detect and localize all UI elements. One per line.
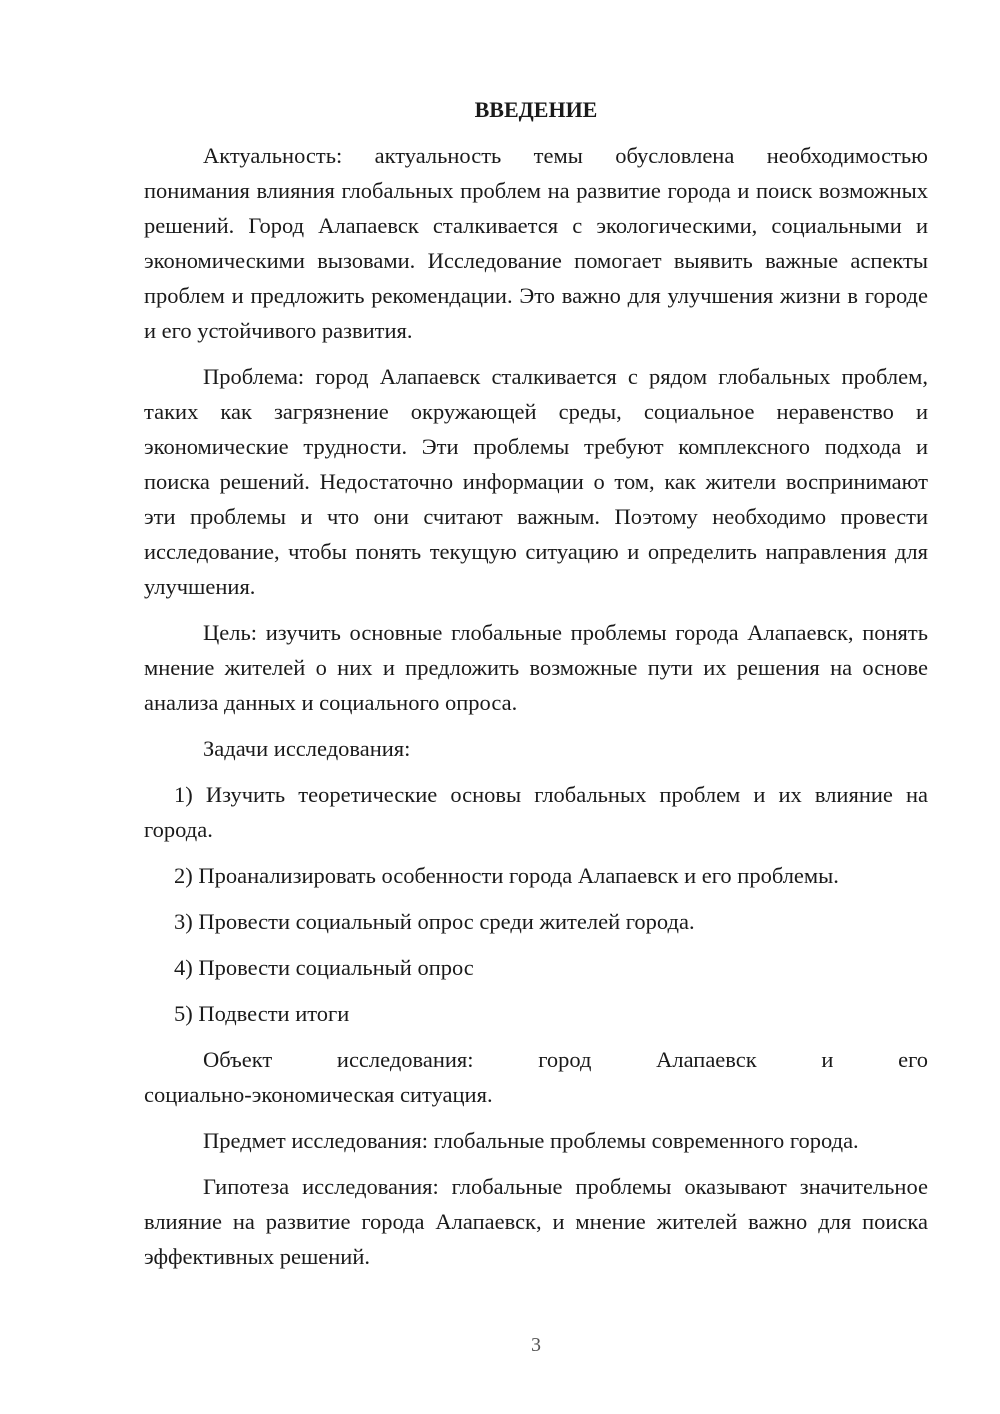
problem-paragraph: Проблема: город Алапаевск сталкивается с рядом глобальных проблем, таких как загрязнение окружающей среды, социальное неравенство и экономические трудности. Эти проблемы требуют комплексного подхода и поиска решений. Недостаточно информации о том, как жители воспринимают эти проблемы и что они считают важным. Поэтому необходимо провести исследование, чтобы понять текущую ситуацию и определить направления для улучшения. (144, 364, 928, 599)
object-word: Алапаевск (656, 1047, 757, 1072)
object-word: его (898, 1047, 928, 1072)
relevance-paragraph: Актуальность: актуальность темы обусловлена необходимостью понимания влияния глобальных проблем на развитие города и поиск возможных решений. Город Алапаевск сталкивается с экологическими, социальными и экономическими вызовами. Исследование помогает выявить важные аспекты проблем и предложить рекомендации. Это важно для улучшения жизни в городе и его устойчивого развития. (144, 143, 928, 343)
object-paragraph-continuation: социально-экономическая ситуация. (144, 1082, 493, 1107)
object-paragraph-first-line (144, 1042, 928, 1077)
document-page (144, 96, 928, 1274)
goal-paragraph: Цель: изучить основные глобальные проблемы города Алапаевск, понять мнение жителей о них и предложить возможные пути их решения на основе анализа данных и социального опроса. (144, 620, 928, 715)
tasks-heading: Задачи исследования: (203, 736, 411, 761)
hypothesis-paragraph: Гипотеза исследования: глобальные проблемы оказывают значительное влияние на развитие города Алапаевск, и мнение жителей важно для поиска эффективных решений. (144, 1174, 928, 1269)
task-item-2: 2) Проанализировать особенности города Алапаевск и его проблемы. (174, 863, 839, 888)
task-item-1: 1) Изучить теоретические основы глобальных проблем и их влияние на города. (144, 782, 928, 842)
subject-paragraph: Предмет исследования: глобальные проблемы современного города. (203, 1128, 859, 1153)
object-word: город (538, 1047, 592, 1072)
object-word: Объект (203, 1047, 273, 1072)
task-item-3: 3) Провести социальный опрос среди жителей города. (174, 909, 695, 934)
task-item-4: 4) Провести социальный опрос (174, 955, 474, 980)
object-word: и (821, 1047, 834, 1072)
task-item-5: 5) Подвести итоги (174, 1001, 350, 1026)
object-word: исследования: (336, 1047, 474, 1072)
page-number: 3 (531, 1334, 541, 1356)
section-title: ВВЕДЕНИЕ (474, 97, 598, 122)
